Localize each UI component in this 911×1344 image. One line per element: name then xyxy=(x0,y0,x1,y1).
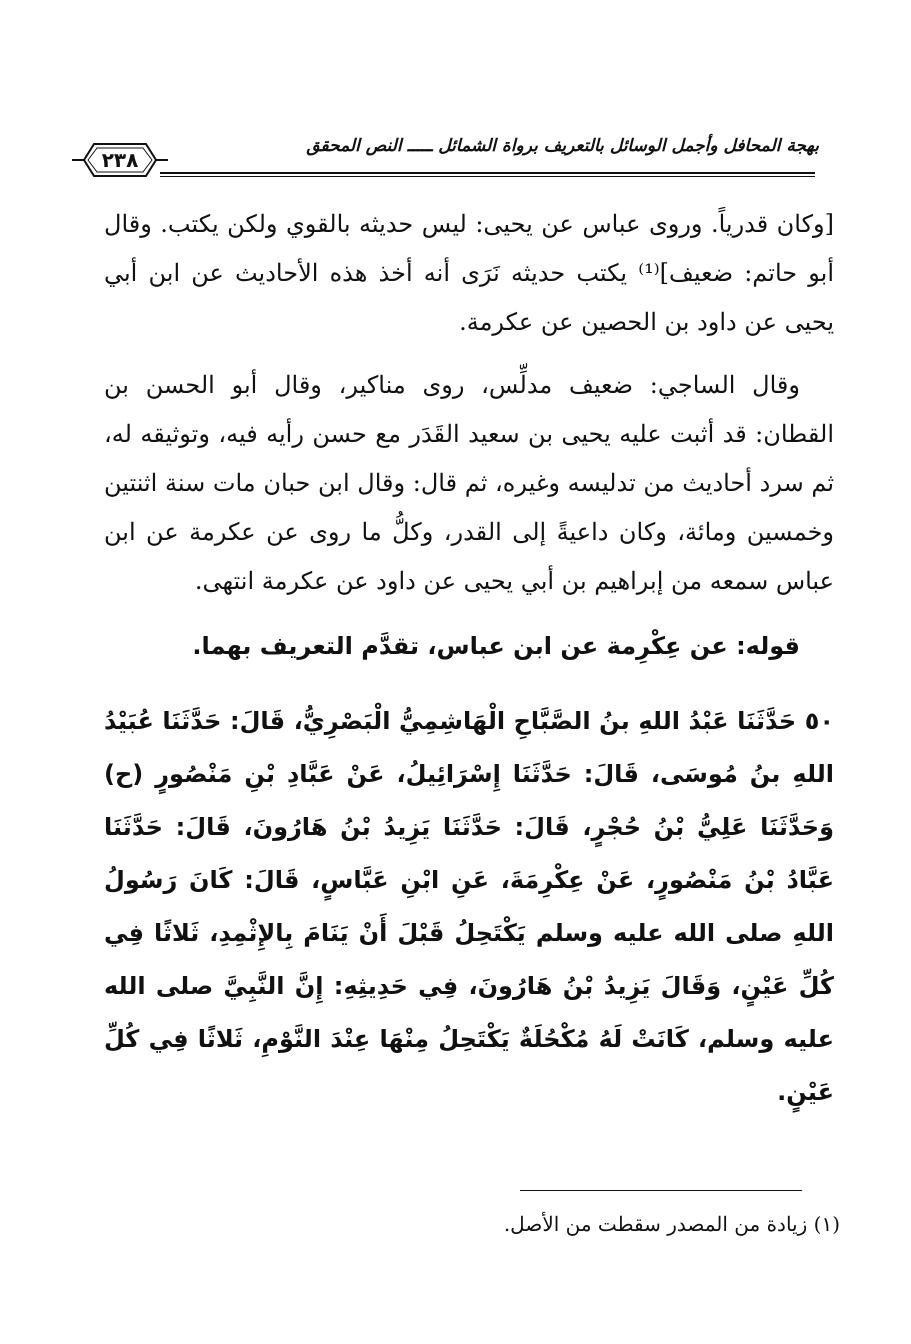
hadith-block xyxy=(104,695,834,1119)
footnote-divider xyxy=(520,1190,802,1191)
header-divider-thin xyxy=(160,176,815,177)
page-number: ٢٣٨ xyxy=(101,148,139,172)
page-number-frame xyxy=(72,140,168,180)
main-text xyxy=(104,200,834,1143)
header-divider xyxy=(160,172,815,174)
footnote: (١) زيادة من المصدر سقطت من الأصل. xyxy=(503,1212,840,1236)
hadith-number: ٥٠ xyxy=(804,707,835,735)
hadith-text: حَدَّثَنَا عَبْدُ اللهِ بنُ الصَّبَّاحِ الْهَاشِمِيُّ الْبَصْرِيُّ، قَالَ: حَدَّثَنَا عُبَيْدُ اللهِ بنُ مُوسَى، قَالَ: حَدَّثَنَا إِسْرَائِيلُ، عَنْ عَبَّادِ بْنِ مَنْصُورٍ (ح) وَحَدَّثَنَا عَلِيُّ بْنُ حُجْرٍ، قَالَ: حَدَّثَنَا يَزِيدُ بْنُ هَارُونَ، قَالَ: حَدَّثَنَا عَبَّادُ بْنُ مَنْصُورٍ، عَنْ عِكْرِمَةَ، عَنِ ابْنِ عَبَّاسٍ، قَالَ: كَانَ رَسُولُ اللهِ صلى الله عليه وسلم يَكْتَحِلُ قَبْلَ أَنْ يَنَامَ بِالإِثْمِدِ، ثَلاثًا فِي كُلِّ عَيْنٍ، وَقَالَ يَزِيدُ بْنُ هَارُونَ، فِي حَدِيثِهِ: إِنَّ النَّبِيَّ صلى الله عليه وسلم، كَانَتْ لَهُ مُكْحُلَةٌ يَكْتَحِلُ مِنْهَا عِنْدَ النَّوْمِ، ثَلاثًا فِي كُلِّ عَيْنٍ. xyxy=(104,707,834,1106)
running-header-title: بهجة المحافل وأجمل الوسائل بالتعريف برواة الشمائل ـــــ النص المحقق xyxy=(306,136,819,156)
paragraph-2: وقال الساجي: ضعيف مدلِّس، روى مناكير، وقال أبو الحسن بن القطان: قد أثبت عليه يحيى بن سعيد القَدَر مع حسن رأيه فيه، وتوثيقه له، ثم سرد أحاديث من تدليسه وغيره، ثم قال: وقال ابن حبان مات سنة اثنتين وخمسين ومائة، وكان داعيةً إلى القدر، وكلُّ ما روى عن عكرمة عن ابن عباس سمعه من إبراهيم بن أبي يحيى عن داود عن عكرمة انتهى. xyxy=(104,371,834,595)
paragraph-1: [وكان قدرياً. وروى عباس عن يحيى: ليس حديثه بالقوي ولكن يكتب. وقال أبو حاتم: ضعيف]⁽¹⁾ يكتب حديثه نَرَى أنه أخذ هذه الأحاديث عن ابن أبي يحيى عن داود بن الحصين عن عكرمة. xyxy=(104,210,834,336)
quote-heading: قوله: عن عِكْرِمة عن ابن عباس، تقدَّم التعريف بهما. xyxy=(192,632,800,660)
